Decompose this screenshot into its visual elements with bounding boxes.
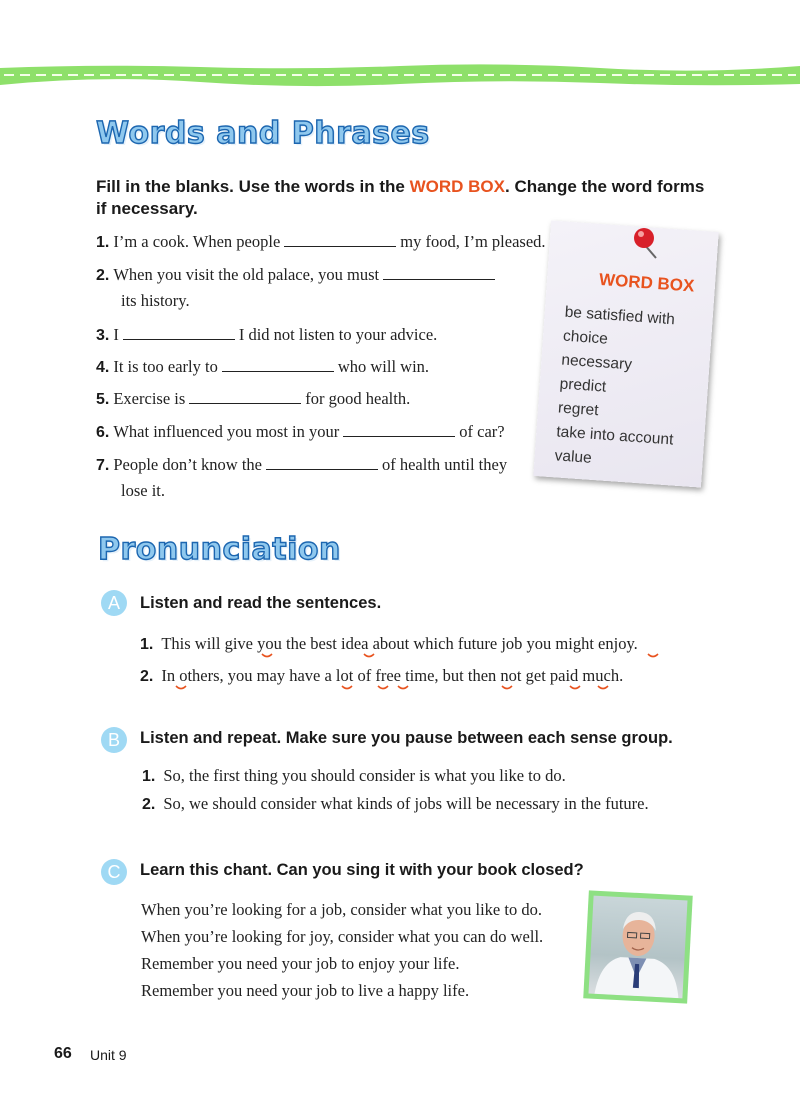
part-c-circle-icon: C bbox=[101, 859, 127, 885]
unit-label: Unit 9 bbox=[90, 1047, 127, 1063]
blank-line[interactable] bbox=[266, 468, 378, 470]
chant-line: Remember you need your job to live a happy life. bbox=[141, 981, 470, 1000]
sentence-text: So, the first thing you should consider is what you like to do. bbox=[163, 766, 566, 785]
question-number: 2. bbox=[96, 267, 110, 284]
question-text-before: Exercise is bbox=[113, 389, 186, 408]
question-number: 6. bbox=[96, 424, 110, 441]
part-a-sentence-2 bbox=[140, 666, 623, 686]
instruction-text-pre: Fill in the blanks. Use the words in the bbox=[96, 177, 410, 196]
question-text-after: I did not listen to your advice. bbox=[238, 325, 438, 344]
question-text-before: I’m a cook. When people bbox=[113, 232, 281, 251]
instruction-word-box-highlight: WORD BOX bbox=[409, 177, 505, 196]
word-box-note bbox=[533, 220, 718, 487]
part-a-circle-icon: A bbox=[101, 590, 127, 616]
question-7 bbox=[96, 455, 507, 475]
word-box-item: be satisfied with bbox=[564, 303, 676, 329]
sentence-text: This will give you the best idea about which future job you might enjoy. bbox=[161, 634, 638, 653]
word-box-item: choice bbox=[562, 327, 609, 348]
question-number: 5. bbox=[96, 391, 110, 408]
part-c-instruction: Learn this chant. Can you sing it with your book closed? bbox=[140, 861, 584, 879]
words-section-title: Words and Phrases bbox=[96, 116, 430, 151]
sentence-number: 2. bbox=[142, 796, 156, 813]
question-number: 3. bbox=[96, 327, 110, 344]
blank-line[interactable] bbox=[222, 370, 334, 372]
question-text-before: What influenced you most in your bbox=[113, 422, 340, 441]
part-b-circle-icon: B bbox=[101, 727, 127, 753]
sentence-text: In others, you may have a lot of free time, but then not get paid much. bbox=[161, 666, 624, 685]
question-number: 7. bbox=[96, 457, 110, 474]
question-text-before: I bbox=[113, 325, 119, 344]
question-text-after: for good health. bbox=[305, 389, 411, 408]
question-text-before: It is too early to bbox=[113, 357, 218, 376]
question-text-before: People don’t know the bbox=[113, 455, 262, 474]
chant-line: Remember you need your job to enjoy your life. bbox=[141, 954, 460, 973]
blank-line[interactable] bbox=[383, 278, 495, 280]
sentence-number: 1. bbox=[140, 636, 154, 653]
man-photo bbox=[583, 890, 693, 1003]
part-a-sentence-1 bbox=[140, 634, 638, 654]
push-pin-icon bbox=[630, 222, 670, 266]
part-b-sentence-2 bbox=[142, 794, 649, 814]
question-7-line2: lose it. bbox=[121, 481, 165, 500]
question-text-before: When you visit the old palace, you must bbox=[113, 265, 380, 284]
question-text-after: my food, I’m pleased. bbox=[400, 232, 546, 251]
question-5 bbox=[96, 389, 410, 409]
chant-line: When you’re looking for joy, consider what you can do well. bbox=[141, 927, 544, 946]
decorative-green-band bbox=[0, 62, 800, 88]
sentence-text: So, we should consider what kinds of jobs will be necessary in the future. bbox=[163, 794, 649, 813]
word-box-title: WORD BOX bbox=[598, 269, 695, 296]
question-text-after: of car? bbox=[459, 422, 505, 441]
part-b-sentence-1 bbox=[142, 766, 566, 786]
instruction-text-post: . Change the word forms bbox=[505, 177, 705, 196]
word-box-item: predict bbox=[559, 375, 607, 396]
page-number: 66 bbox=[54, 1045, 72, 1062]
blank-line[interactable] bbox=[123, 338, 235, 340]
sentence-number: 2. bbox=[140, 668, 154, 685]
question-6 bbox=[96, 422, 505, 442]
question-2-line2: its history. bbox=[121, 291, 190, 310]
part-b-instruction: Listen and repeat. Make sure you pause between each sense group. bbox=[140, 729, 673, 747]
sentence-number: 1. bbox=[142, 768, 156, 785]
question-number: 1. bbox=[96, 234, 110, 251]
question-4 bbox=[96, 357, 429, 377]
blank-line[interactable] bbox=[189, 402, 301, 404]
question-number: 4. bbox=[96, 359, 110, 376]
pronunciation-section-title: Pronunciation bbox=[98, 532, 341, 567]
question-1 bbox=[96, 232, 546, 252]
word-box-item: value bbox=[554, 447, 593, 467]
word-box-item: necessary bbox=[560, 351, 633, 374]
chant-line: When you’re looking for a job, consider what you like to do. bbox=[141, 900, 542, 919]
man-portrait-image bbox=[588, 896, 687, 999]
instruction-text-line2: if necessary. bbox=[96, 199, 198, 218]
question-text-after: of health until they bbox=[381, 455, 508, 474]
question-3 bbox=[96, 325, 437, 345]
question-text-after: who will win. bbox=[337, 357, 430, 376]
word-box-item: regret bbox=[557, 399, 600, 420]
question-2 bbox=[96, 265, 499, 285]
blank-line[interactable] bbox=[284, 245, 396, 247]
words-instruction bbox=[96, 176, 736, 220]
word-box-item: take into account bbox=[555, 423, 674, 449]
blank-line[interactable] bbox=[343, 435, 455, 437]
part-a-instruction: Listen and read the sentences. bbox=[140, 594, 382, 612]
